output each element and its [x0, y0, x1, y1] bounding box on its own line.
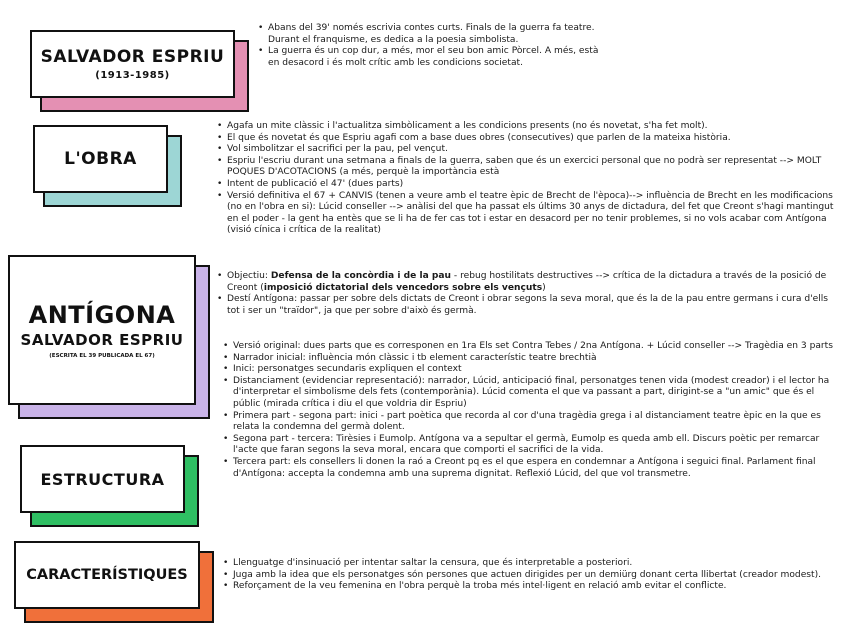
estructura-notes	[223, 341, 833, 480]
list-item: • Agafa un mite clàssic i l'actualitza simbòlicament a les condicions presents (no és novetat, s'ha fet molt).	[217, 121, 843, 133]
list-item: • Versió definitiva el 67 + CANVIS (tenen a veure amb el teatre èpic de Brecht de l'època)--> influència de Brecht en les modificacions (no en l'obra en si): Lúcid conseller --> anàlisi del que ha passat els últims 30 anys de dictadura, del fet que Creont s'hagi mantingut en el poder - la gent ha entès que se li ha de fer cas tot i estar en desacord per no tenir problemes, si no vols acabar com Antígona (visió cínica i crítica de la realitat)	[217, 191, 843, 237]
antigona-notes	[217, 271, 833, 317]
list-item: • El que és novetat és que Espriu agafi com a base dues obres (consecutives) que parlen de la mateixa història.	[217, 133, 843, 145]
card-subtitle: (1913-1985)	[95, 70, 170, 81]
list-item: • Abans del 39' només escrivia contes curts. Finals de la guerra fa teatre. Durant el franquisme, es dedica a la poesia simbolista.	[258, 23, 610, 46]
list-item: • La guerra és un cop dur, a més, mor el seu bon amic Pòrcel. A més, està en desacord i és molt crític amb les condicions societat.	[258, 46, 610, 69]
list-item: • Reforçament de la veu femenina en l'obra perquè la troba més intel·ligent en relació amb evitar el conflicte.	[223, 581, 835, 593]
card-title: CARACTERÍSTIQUES	[26, 567, 188, 583]
card-face	[20, 445, 185, 513]
objectiu-bold2: imposició dictatorial dels vencedors sobre els vençuts	[263, 282, 543, 293]
list-item: • Versió original: dues parts que es corresponen en 1ra Els set Contra Tebes / 2na Antígona. + Lúcid conseller --> Tragèdia en 3 parts	[223, 341, 833, 353]
card-face	[30, 30, 235, 98]
list-item: • Distanciament (evidenciar representació): narrador, Lúcid, anticipació final, personatges tenen vida (modest creador) i el lector ha d'interpretar el simbolisme dels fets (contemporània). Lúcid comenta el que va passant a part, dirigint-se a "un amic" que és el públic (mirada crítica i diu el que voldria dir Espriu)	[223, 376, 833, 411]
card-face	[14, 541, 200, 609]
card-title: SALVADOR ESPRIU	[40, 47, 225, 67]
card-title: ANTÍGONA	[28, 301, 176, 329]
list-item: • Espriu l'escriu durant una setmana a finals de la guerra, saben que és un exercici personal que no podrà ser representat --> MOLT POQUES D'ACOTACIONS (a més, perquè la importància està	[217, 156, 843, 179]
list-item: • Vol simbolitzar el sacrifici per la pau, pel vençut.	[217, 144, 843, 156]
card-estructura	[20, 445, 185, 513]
list-item: • Inici: personatges secundaris expliquen el context	[223, 364, 833, 376]
list-item: • Narrador inicial: influència món clàssic i tb element característic teatre brechtià	[223, 353, 833, 365]
salvador-notes	[258, 23, 610, 69]
objectiu-prefix: Objectiu:	[227, 271, 271, 281]
list-item: • Intent de publicació el 47' (dues parts)	[217, 179, 843, 191]
card-face	[8, 255, 196, 405]
card-subtitle: SALVADOR ESPRIU	[20, 331, 184, 349]
card-antigona	[8, 255, 196, 405]
list-item-desti: • Destí Antígona: passar per sobre dels dictats de Creont i obrar segons la seva moral, que és la de la pau entre germans i cura d'ells tot i ser un "traïdor", ja que per sobre d'això és germà.	[217, 294, 833, 317]
card-title: L'OBRA	[64, 149, 137, 169]
list-item: • Juga amb la idea que els personatges són persones que actuen dirigides per un demiürg donant certa llibertat (creador modest).	[223, 570, 835, 582]
objectiu-bold: Defensa de la concòrdia i de la pau	[270, 271, 451, 281]
card-caracteristiques	[14, 541, 200, 609]
caracteristiques-notes	[223, 558, 835, 593]
list-item-objectiu	[217, 271, 833, 294]
list-item: • Tercera part: els consellers li donen la raó a Creont pq es el que espera en condemnar a Antígona i seguici final. Parlament final d'Antígona: accepta la condemna amb una suprema dignitat. Reflexió Lúcid, del que vol transmetre.	[223, 457, 833, 480]
list-item: • Primera part - segona part: inici - part poètica que recorda al cor d'una tragèdia grega i al distanciament teatre èpic en la que es relata la condemna del germà dolent.	[223, 411, 833, 434]
card-note: (ESCRITA EL 39 PUBLICADA EL 67)	[49, 353, 155, 359]
obra-notes	[217, 121, 843, 237]
card-obra	[33, 125, 168, 193]
list-item: • Llenguatge d'insinuació per intentar saltar la censura, que és interpretable a posteriori.	[223, 558, 835, 570]
card-salvador-espriu	[30, 30, 235, 98]
objectiu-mid: - rebug hostilitats destructives --> crítica de la dictadura a través de la posició de Creont (	[227, 271, 827, 293]
card-title: ESTRUCTURA	[40, 469, 165, 489]
objectiu-end: )	[542, 282, 546, 293]
list-item: • Segona part - tercera: Tirèsies i Eumolp. Antígona va a sepultar el germà, Eumolp es queda amb ell. Discurs poètic per remarcar l'acte que faran segons la seva moral, encara que comporti el sacrifici de la vida.	[223, 434, 833, 457]
card-face	[33, 125, 168, 193]
